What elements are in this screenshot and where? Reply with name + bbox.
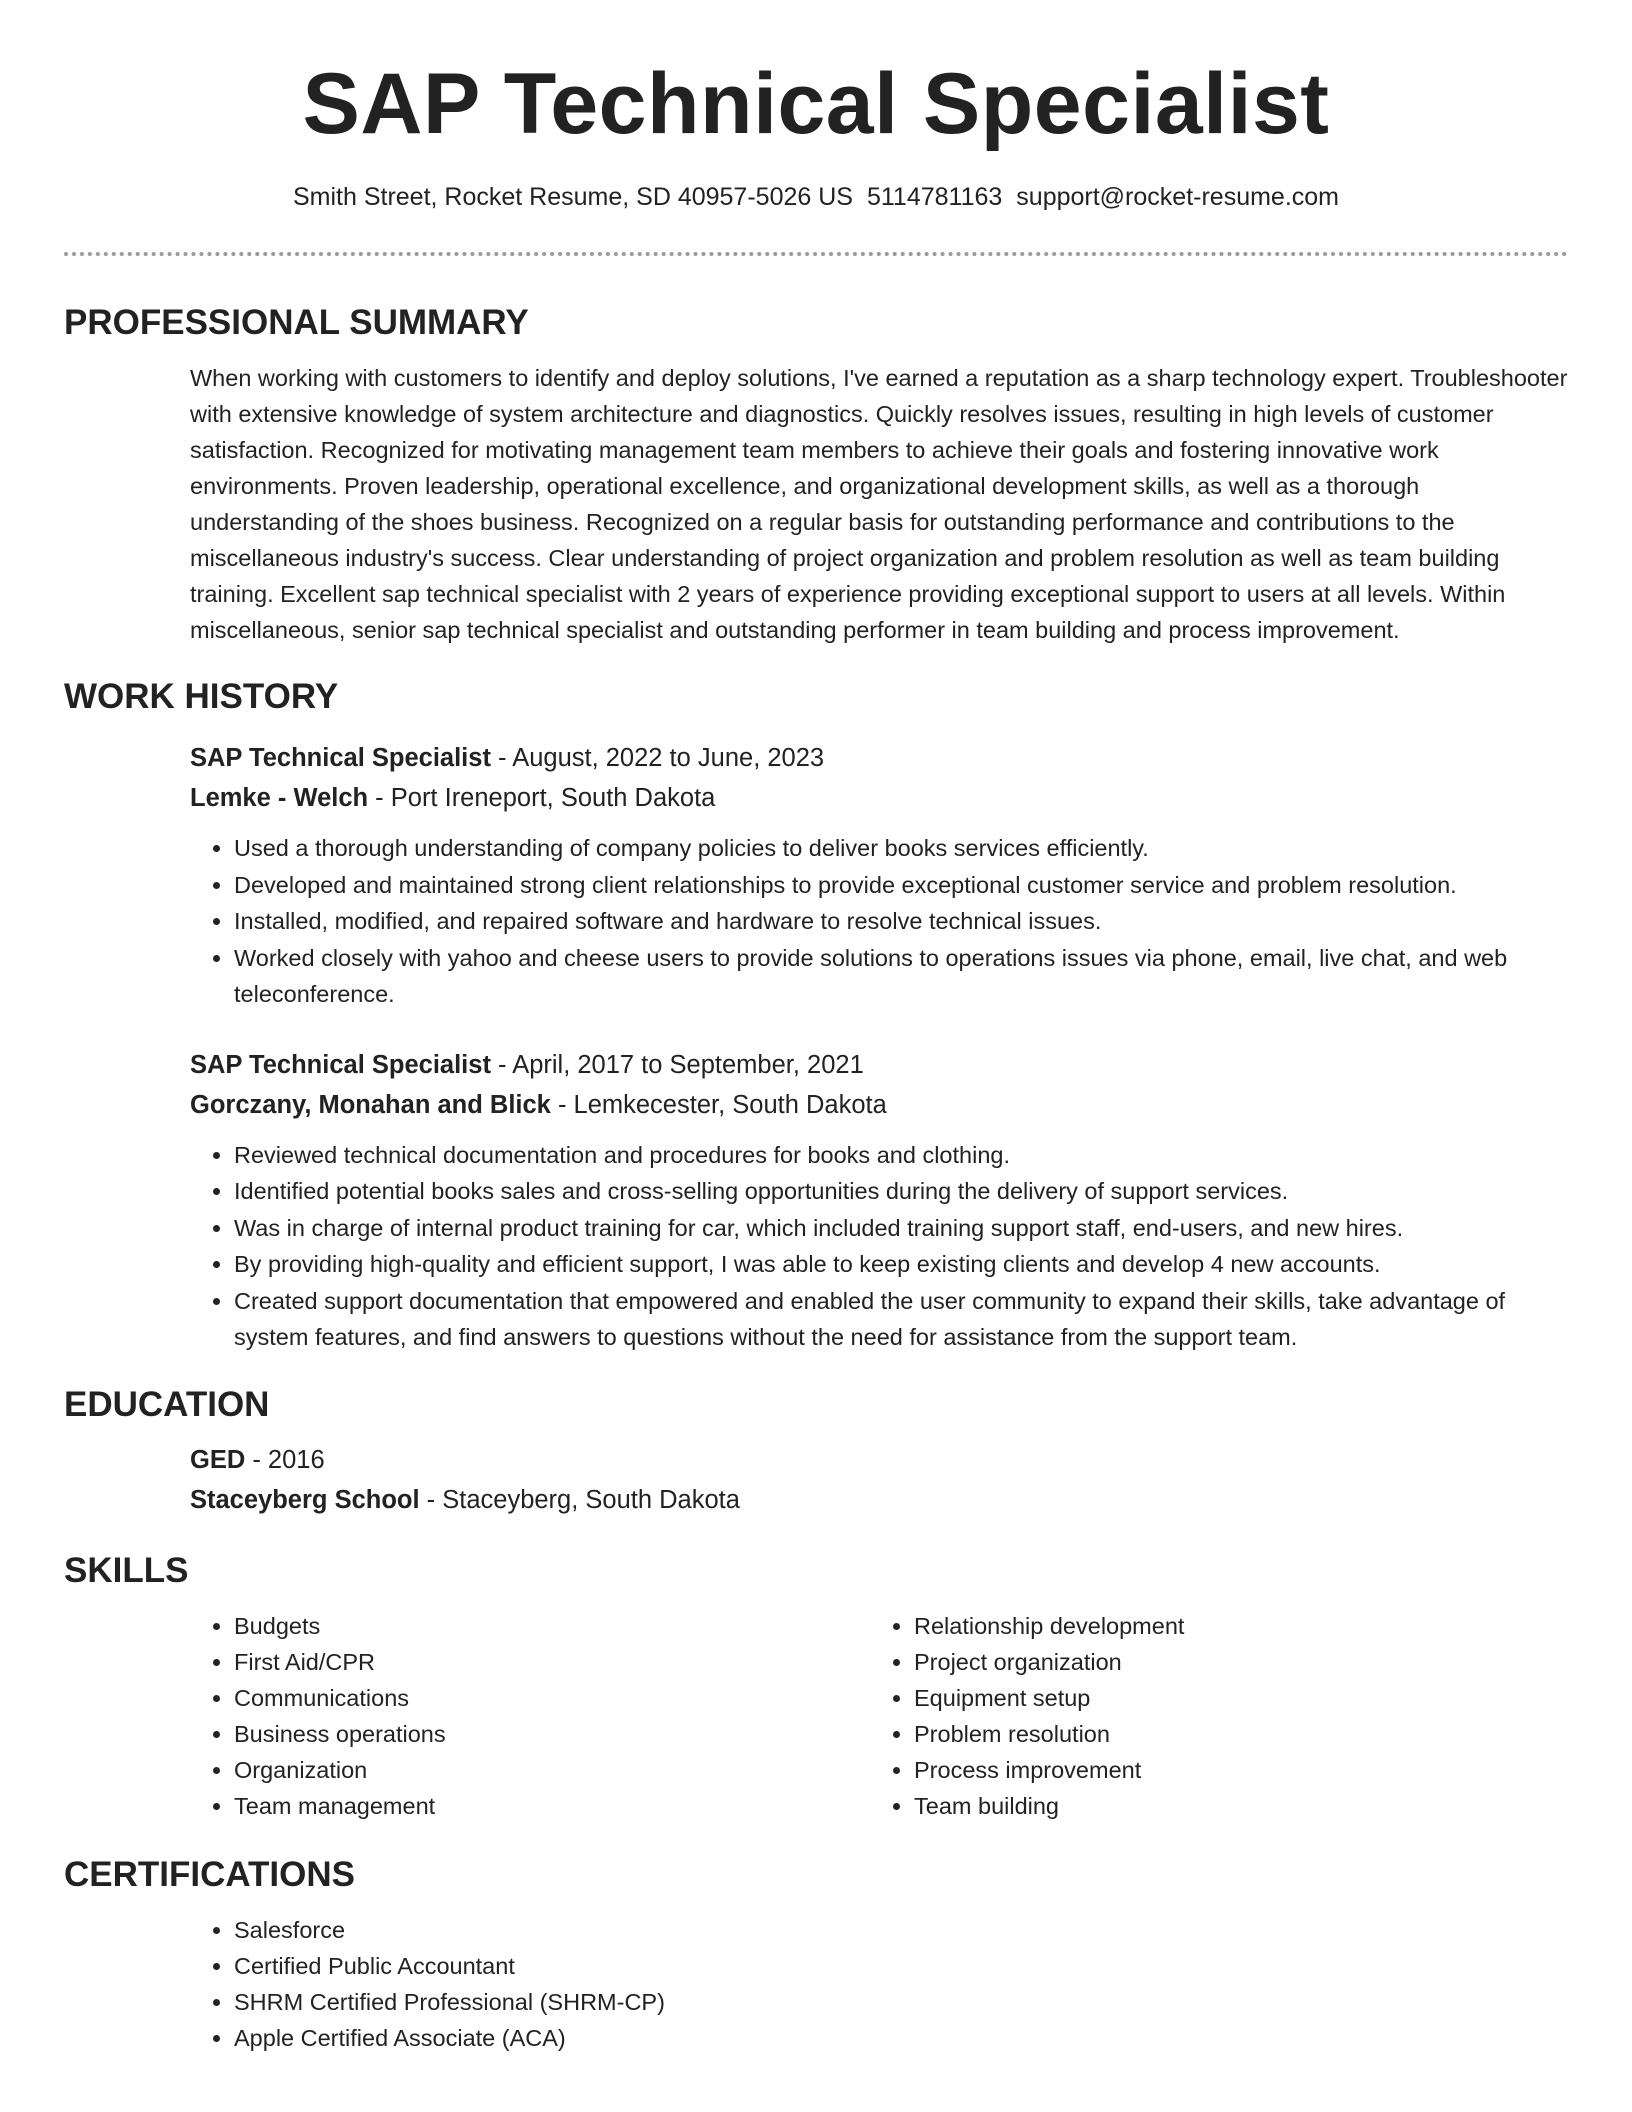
skill-item: • First Aid/CPR bbox=[234, 1644, 870, 1680]
skill-item: • Communications bbox=[234, 1680, 870, 1716]
skill-item: • Budgets bbox=[234, 1608, 870, 1644]
job-bullet: • Reviewed technical documentation and procedures for books and clothing. bbox=[234, 1137, 1568, 1174]
job-location: - Port Ireneport, South Dakota bbox=[368, 784, 716, 812]
job-bullets bbox=[190, 1137, 1568, 1356]
section-title-summary: PROFESSIONAL SUMMARY bbox=[64, 303, 529, 342]
education-school: Staceyberg School bbox=[190, 1485, 420, 1514]
section-title-work-history: WORK HISTORY bbox=[64, 677, 339, 716]
job-bullet: • Developed and maintained strong client relationships to provide exceptional customer service and problem resolution. bbox=[234, 867, 1568, 904]
education-degree-line bbox=[190, 1440, 1568, 1480]
job-company-line bbox=[190, 1085, 1568, 1125]
job-bullet: • Installed, modified, and repaired software and hardware to resolve technical issues. bbox=[234, 903, 1568, 940]
section-title-certifications: CERTIFICATIONS bbox=[64, 1854, 356, 1894]
education-location: - Staceyberg, South Dakota bbox=[419, 1485, 740, 1514]
skills-list bbox=[190, 1608, 870, 1824]
certification-item: • SHRM Certified Professional (SHRM-CP) bbox=[234, 1984, 1568, 2020]
section-title-education: EDUCATION bbox=[64, 1384, 270, 1424]
skills-column-right bbox=[870, 1608, 1550, 1824]
skill-item: • Project organization bbox=[914, 1644, 1550, 1680]
education-entry bbox=[190, 1440, 1568, 1520]
skill-item: • Team building bbox=[914, 1788, 1550, 1824]
job-dates: - August, 2022 to June, 2023 bbox=[490, 744, 825, 772]
job-bullet: • Identified potential books sales and cross-selling opportunities during the delivery of support services. bbox=[234, 1173, 1568, 1210]
summary-text: When working with customers to identify and deploy solutions, I've earned a reputation as a sharp technology expert. Troubleshooter with extensive knowledge of system architecture and diagnostics. Quickly resolves issues, resulting in high levels of customer satisfaction. Recognized for motivating management team members to achieve their goals and fostering innovative work environments. Proven leadership, operational excellence, and organizational development skills, as well as a thorough understanding of the shoes business. Recognized on a regular basis for outstanding performance and contributions to the miscellaneous industry's success. Clear understanding of project organization and problem resolution as well as team building training. Excellent sap technical specialist with 2 years of experience providing exceptional support to users at all levels. Within miscellaneous, senior sap technical specialist and outstanding performer in team building and process improvement. bbox=[190, 365, 1568, 643]
skills-list bbox=[870, 1608, 1550, 1824]
job-company-line bbox=[190, 778, 1568, 818]
education-year: - 2016 bbox=[245, 1445, 325, 1474]
skill-item: • Process improvement bbox=[914, 1752, 1550, 1788]
job-bullet: • By providing high-quality and efficient support, I was able to keep existing clients and develop 4 new accounts. bbox=[234, 1246, 1568, 1283]
skill-item: • Relationship development bbox=[914, 1608, 1550, 1644]
job-company: Lemke - Welch bbox=[190, 784, 369, 812]
job-role: SAP Technical Specialist bbox=[190, 1050, 491, 1079]
job-bullet: • Created support documentation that empowered and enabled the user community to expand their skills, take advantage of system features, and find answers to questions without the need for assistance from the support team. bbox=[234, 1283, 1568, 1356]
job-entry bbox=[190, 738, 1568, 1013]
certification-item: • Salesforce bbox=[234, 1912, 1568, 1948]
certification-item: • Apple Certified Associate (ACA) bbox=[234, 2020, 1568, 2056]
job-location: - Lemkecester, South Dakota bbox=[550, 1090, 887, 1119]
skill-item: • Problem resolution bbox=[914, 1716, 1550, 1752]
resume-name: SAP Technical Specialist bbox=[302, 56, 1330, 152]
contact-phone: 5114781163 bbox=[866, 183, 1003, 211]
skills-column-left bbox=[190, 1608, 870, 1824]
job-dates: - April, 2017 to September, 2021 bbox=[490, 1050, 864, 1079]
header-divider bbox=[64, 252, 1568, 256]
skills-grid bbox=[190, 1608, 1568, 1824]
skill-item: • Business operations bbox=[234, 1716, 870, 1752]
job-bullet: • Used a thorough understanding of company policies to deliver books services efficiently. bbox=[234, 830, 1568, 867]
section-title-skills: SKILLS bbox=[64, 1550, 189, 1590]
resume-page bbox=[64, 0, 1568, 2056]
job-role: SAP Technical Specialist bbox=[190, 744, 491, 772]
contact-line bbox=[64, 182, 1568, 212]
certification-item: • Certified Public Accountant bbox=[234, 1948, 1568, 1984]
contact-email: support@rocket-resume.com bbox=[1016, 183, 1340, 211]
education-school-line bbox=[190, 1480, 1568, 1520]
job-title-line bbox=[190, 738, 1568, 778]
contact-address: Smith Street, Rocket Resume, SD 40957-5026 US bbox=[292, 183, 853, 211]
job-bullet: • Was in charge of internal product training for car, which included training support staff, end-users, and new hires. bbox=[234, 1210, 1568, 1247]
job-bullets bbox=[190, 830, 1568, 1013]
job-entry bbox=[190, 1045, 1568, 1356]
education-degree: GED bbox=[190, 1445, 246, 1474]
certifications-list bbox=[190, 1912, 1568, 2056]
job-title-line bbox=[190, 1045, 1568, 1085]
skill-item: • Organization bbox=[234, 1752, 870, 1788]
summary-block bbox=[190, 360, 1568, 648]
job-company: Gorczany, Monahan and Blick bbox=[190, 1090, 551, 1119]
certifications-block bbox=[190, 1912, 1568, 2056]
job-bullet: • Worked closely with yahoo and cheese users to provide solutions to operations issues via phone, email, live chat, and web teleconference. bbox=[234, 940, 1568, 1013]
skill-item: • Team management bbox=[234, 1788, 870, 1824]
skill-item: • Equipment setup bbox=[914, 1680, 1550, 1716]
